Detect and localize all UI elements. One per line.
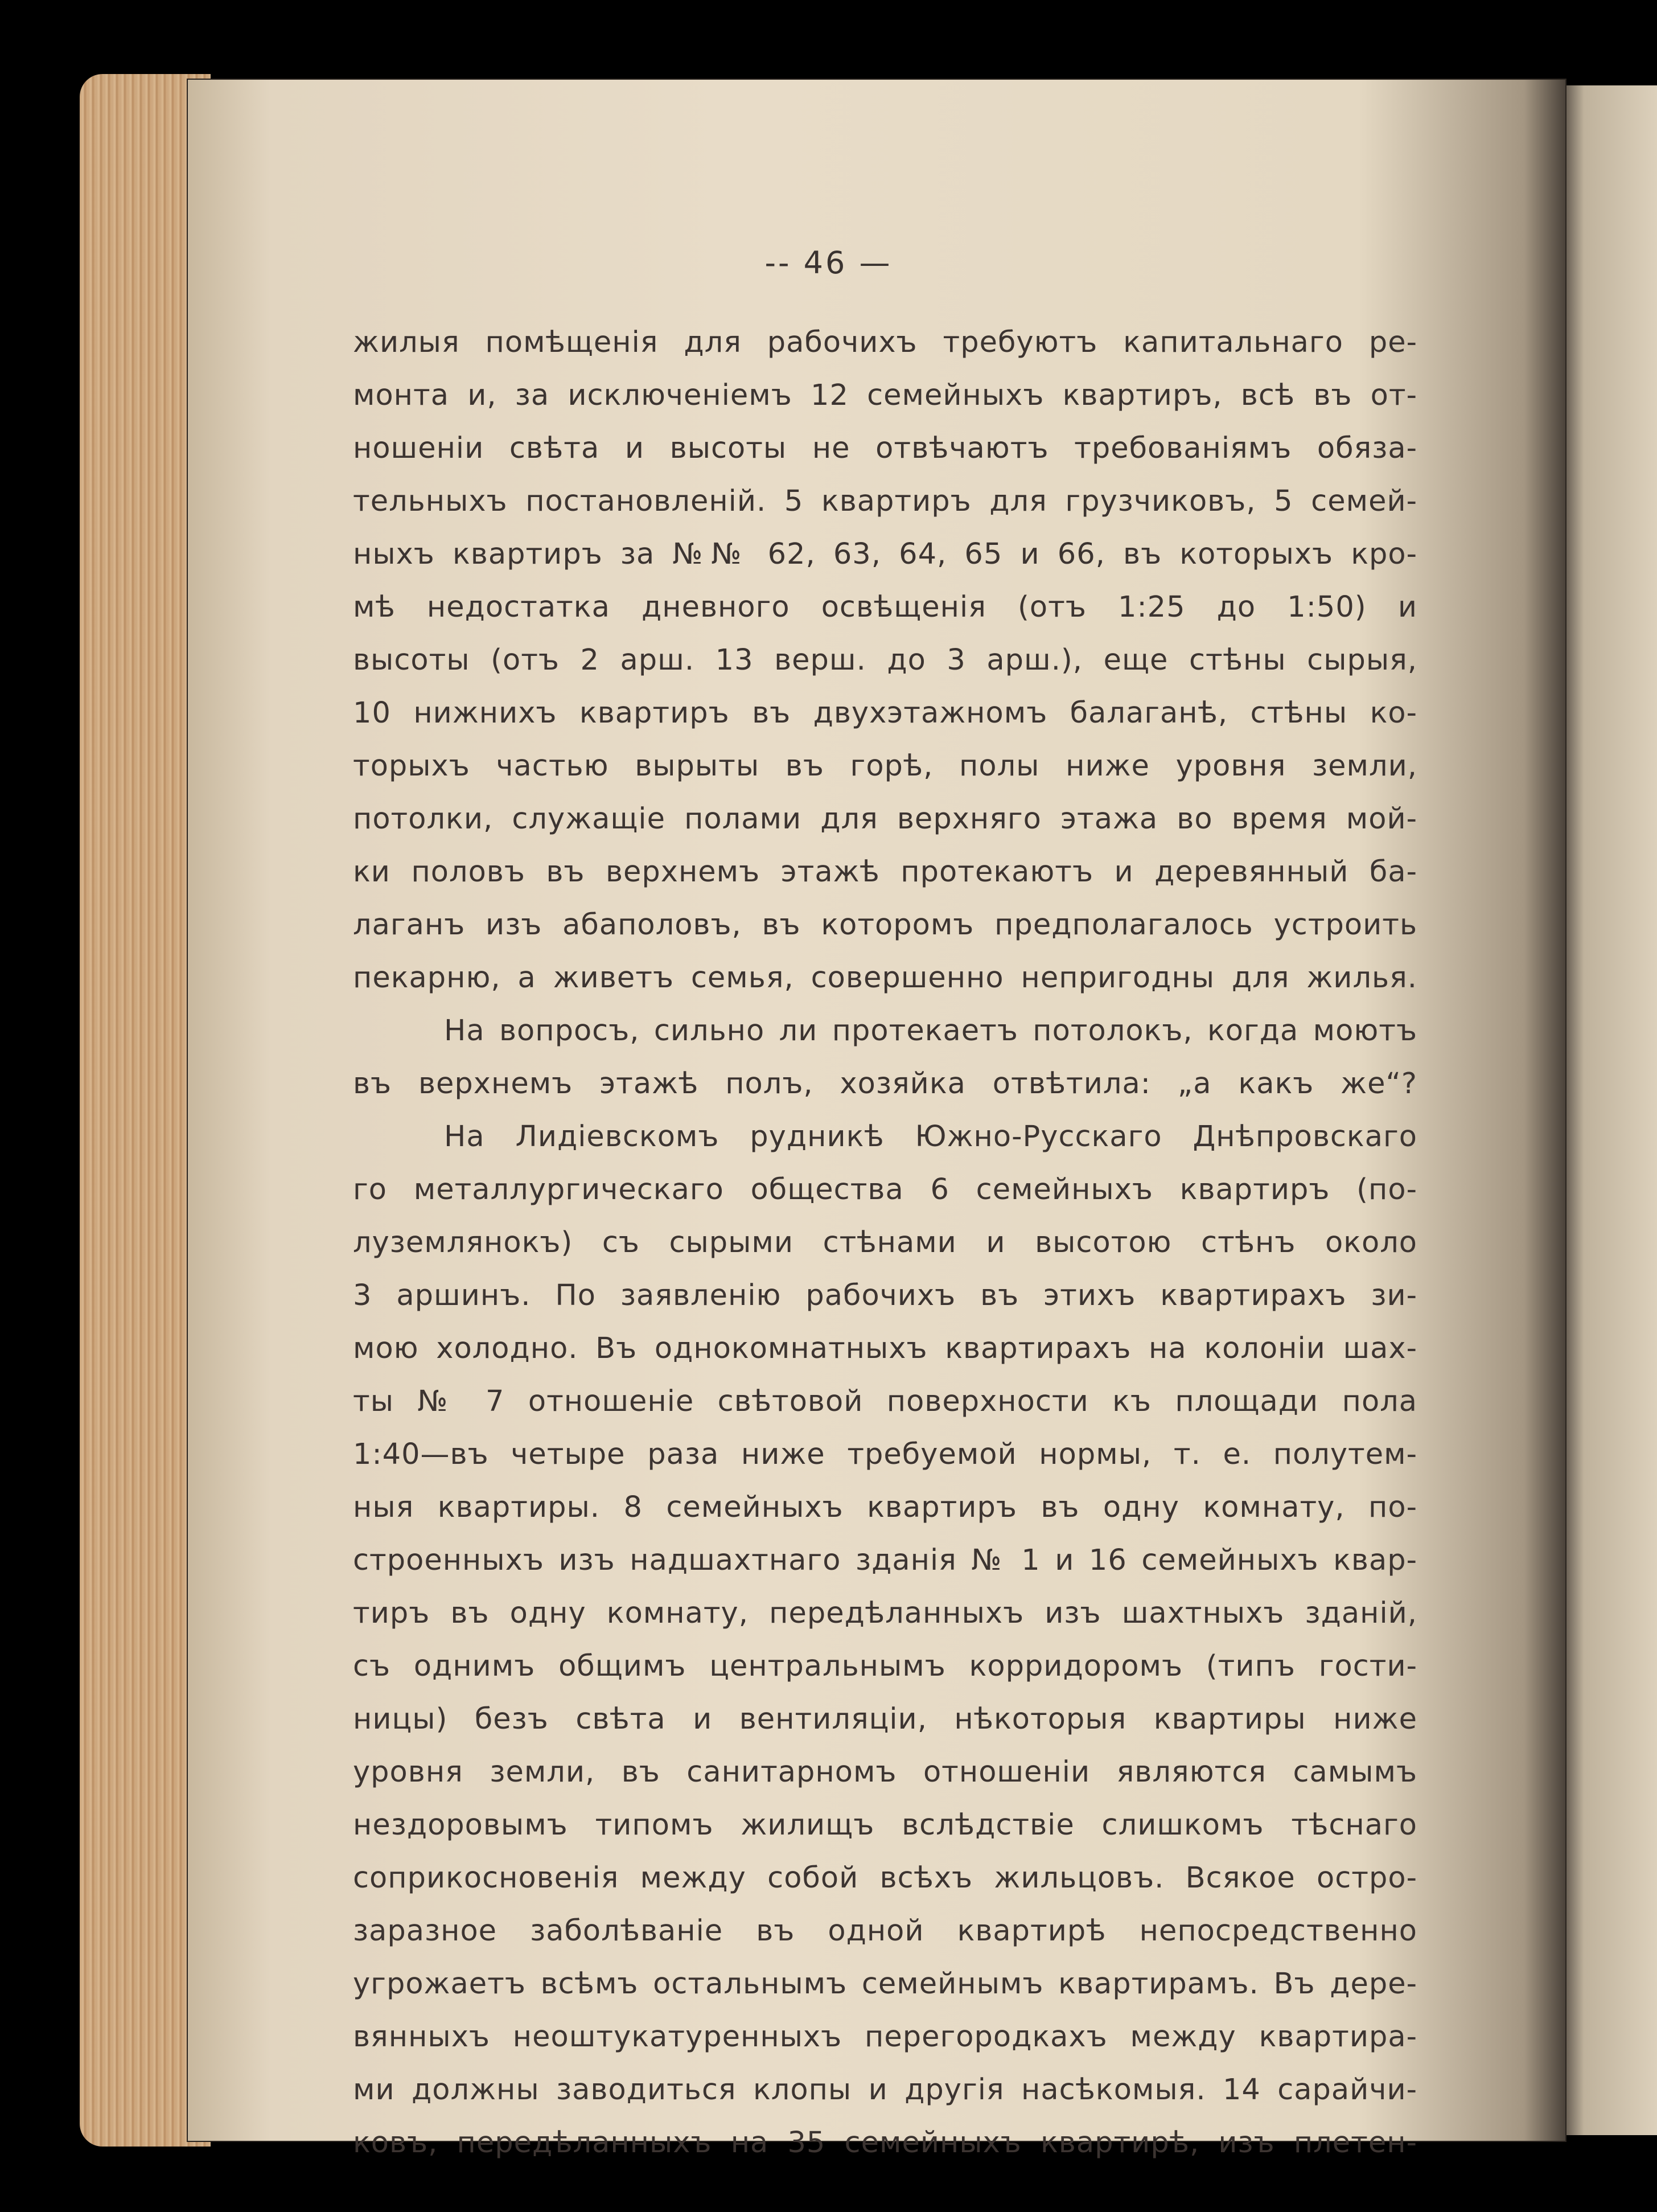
text-line: соприкосновенія между собой всѣхъ жильцовъ. Всякое остро- — [353, 1861, 1417, 1895]
text-line: уровня земли, въ санитарномъ отношеніи являются самымъ — [353, 1755, 1417, 1789]
text-line: нездоровымъ типомъ жилищъ вслѣдствіе слишкомъ тѣснаго — [353, 1808, 1417, 1842]
text-line: 10 нижнихъ квартиръ въ двухэтажномъ балаганѣ, стѣны ко- — [353, 696, 1417, 730]
text-line: мою холодно. Въ однокомнатныхъ квартирахъ на колоніи шах- — [353, 1332, 1417, 1365]
text-line: ношеніи свѣта и высоты не отвѣчаютъ требованіямъ обяза- — [353, 432, 1417, 465]
text-line: 1:40—въ четыре раза ниже требуемой нормы, т. е. полутем- — [353, 1438, 1417, 1471]
text-line: въ верхнемъ этажѣ полъ, хозяйка отвѣтила: „а какъ же“? — [353, 1067, 1417, 1101]
text-line: строенныхъ изъ надшахтнаго зданія № 1 и 16 семейныхъ квар- — [353, 1544, 1417, 1577]
text-line: угрожаетъ всѣмъ остальнымъ семейнымъ квартирамъ. Въ дере- — [353, 1967, 1417, 2001]
text-line: лаганъ изъ абаполовъ, въ которомъ предполагалось устроить — [353, 908, 1417, 942]
text-line: 3 аршинъ. По заявленію рабочихъ въ этихъ квартирахъ зи- — [353, 1279, 1417, 1312]
facing-page-edge — [1560, 85, 1657, 2135]
text-line: ки половъ въ верхнемъ этажѣ протекаютъ и деревянный ба- — [353, 855, 1417, 889]
text-line: тельныхъ постановленій. 5 квартиръ для грузчиковъ, 5 семей- — [353, 485, 1417, 518]
text-line: монта и, за исключеніемъ 12 семейныхъ квартиръ, всѣ въ от- — [353, 379, 1417, 412]
paragraph-first-line: На вопросъ, сильно ли протекаетъ потолокъ, когда моютъ — [444, 1014, 1417, 1048]
text-line: ныхъ квартиръ за №№ 62, 63, 64, 65 и 66, въ которыхъ кро- — [353, 537, 1417, 571]
text-line: потолки, служащіе полами для верхняго этажа во время мой- — [353, 802, 1417, 836]
paragraph-first-line: На Лидіевскомъ рудникѣ Южно-Русскаго Днѣпровскаго — [444, 1120, 1417, 1154]
text-line: луземлянокъ) съ сырыми стѣнами и высотою стѣнъ около — [353, 1226, 1417, 1259]
text-line: ты № 7 отношеніе свѣтовой поверхности къ площади пола — [353, 1385, 1417, 1418]
text-line: вянныхъ неоштукатуренныхъ перегородкахъ между квартира- — [353, 2020, 1417, 2054]
body-text — [353, 316, 1417, 2169]
text-line: заразное заболѣваніе въ одной квартирѣ непосредственно — [353, 1914, 1417, 1948]
text-line: мѣ недостатка дневного освѣщенія (отъ 1:25 до 1:50) и — [353, 590, 1417, 624]
text-line: тиръ въ одну комнату, передѣланныхъ изъ шахтныхъ зданій, — [353, 1597, 1417, 1630]
text-line: высоты (отъ 2 арш. 13 верш. до 3 арш.), еще стѣны сырыя, — [353, 643, 1417, 677]
text-line: ныя квартиры. 8 семейныхъ квартиръ въ одну комнату, по- — [353, 1491, 1417, 1524]
text-line: съ однимъ общимъ центральнымъ корридоромъ (типъ гости- — [353, 1649, 1417, 1683]
text-line: торыхъ частью вырыты въ горѣ, полы ниже уровня земли, — [353, 749, 1417, 783]
text-line: пекарню, а живетъ семья, совершенно непригодны для жилья. — [353, 961, 1417, 995]
text-line: ницы) безъ свѣта и вентиляціи, нѣкоторыя квартиры ниже — [353, 1702, 1417, 1736]
text-line: ковъ, передѣланныхъ на 35 семейныхъ квартирѣ, изъ плетен- — [353, 2126, 1417, 2160]
text-line: го металлургическаго общества 6 семейныхъ квартиръ (по- — [353, 1173, 1417, 1206]
text-line: ми должны заводиться клопы и другія насѣкомыя. 14 сарайчи- — [353, 2073, 1417, 2107]
text-line: жилыя помѣщенія для рабочихъ требуютъ капитальнаго ре- — [353, 326, 1417, 359]
page-number: -- 46 — — [764, 245, 893, 281]
